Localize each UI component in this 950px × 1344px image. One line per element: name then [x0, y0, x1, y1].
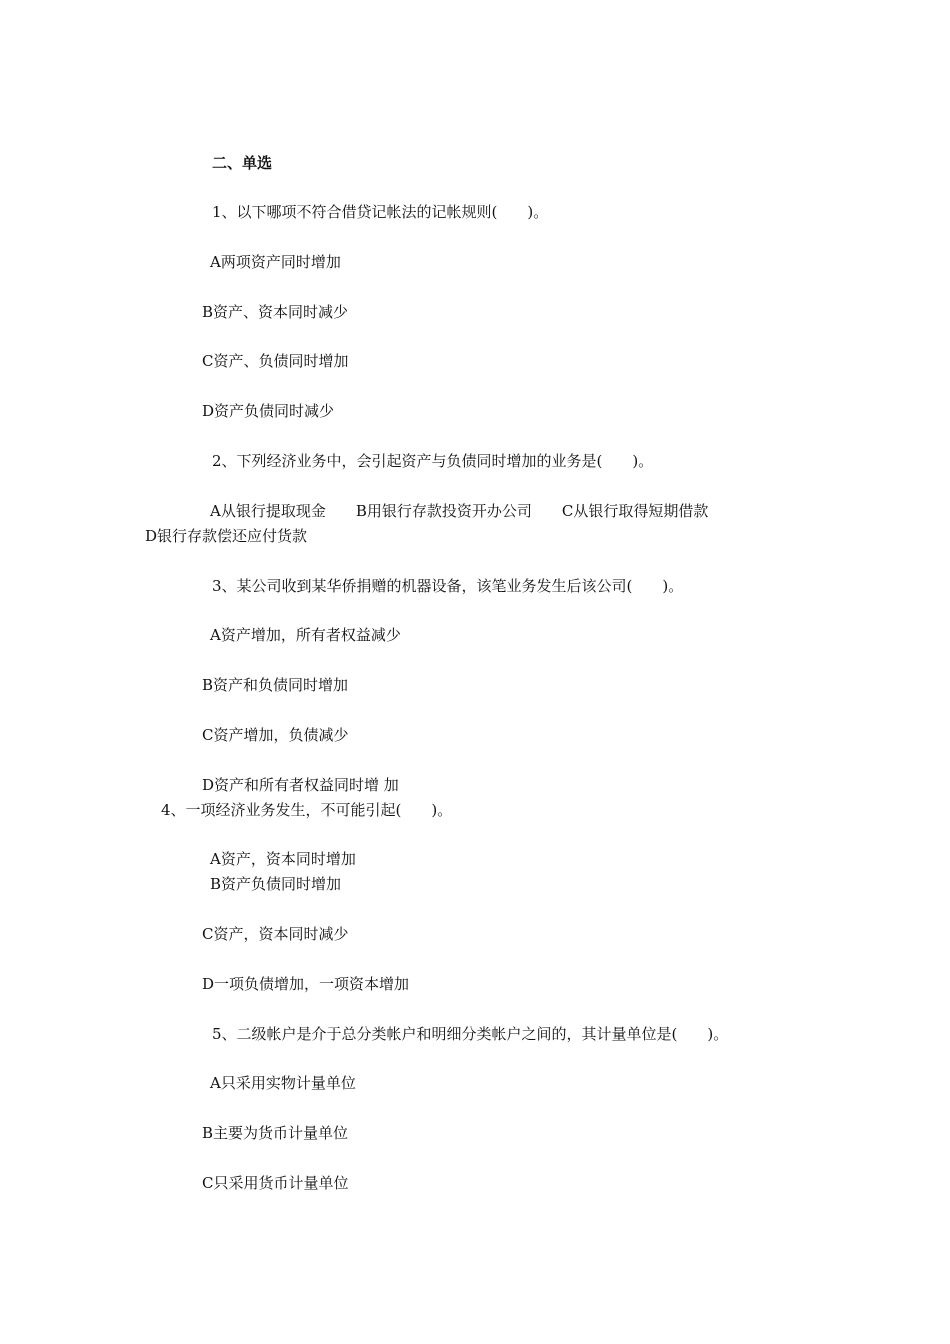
question-5-option-a: A只采用实物计量单位	[210, 1074, 356, 1092]
question-3-option-a: A资产增加，所有者权益减少	[210, 626, 401, 644]
question-1-option-d: D资产负债同时减少	[202, 402, 335, 420]
question-3-option-c: C资产增加，负债减少	[202, 726, 349, 744]
question-4-option-b: B资产负债同时增加	[210, 875, 342, 893]
question-4-option-a: A资产，资本同时增加	[210, 850, 356, 868]
question-3-option-d: D资产和所有者权益同时增 加	[202, 776, 399, 794]
question-5-option-c: C只采用货币计量单位	[202, 1174, 349, 1192]
question-3-stem: 3、某公司收到某华侨捐赠的机器设备，该笔业务发生后该公司( )。	[212, 577, 684, 595]
question-3-option-b: B资产和负债同时增加	[202, 676, 349, 694]
question-4-option-d: D一项负债增加，一项资本增加	[202, 975, 410, 993]
question-5-stem: 5、二级帐户是介于总分类帐户和明细分类帐户之间的，其计量单位是( )。	[212, 1025, 729, 1043]
section-title: 二、单选	[212, 154, 273, 172]
question-1-stem: 1、以下哪项不符合借贷记帐法的记帐规则( )。	[212, 203, 549, 221]
question-4-stem: 4、一项经济业务发生，不可能引起( )。	[161, 801, 453, 819]
question-2-options-line-2: D银行存款偿还应付货款	[145, 527, 308, 545]
question-4-option-c: C资产，资本同时减少	[202, 925, 349, 943]
question-1-option-a: A两项资产同时增加	[210, 253, 341, 271]
question-5-option-b: B主要为货币计量单位	[202, 1124, 349, 1142]
question-2-stem: 2、下列经济业务中，会引起资产与负债同时增加的业务是( )。	[212, 452, 654, 470]
question-1-option-b: B资产、资本同时减少	[202, 303, 349, 321]
question-1-option-c: C资产、负债同时增加	[202, 352, 349, 370]
question-2-options-line-1: A从银行提取现金 B用银行存款投资开办公司 C从银行取得短期借款	[210, 502, 709, 520]
